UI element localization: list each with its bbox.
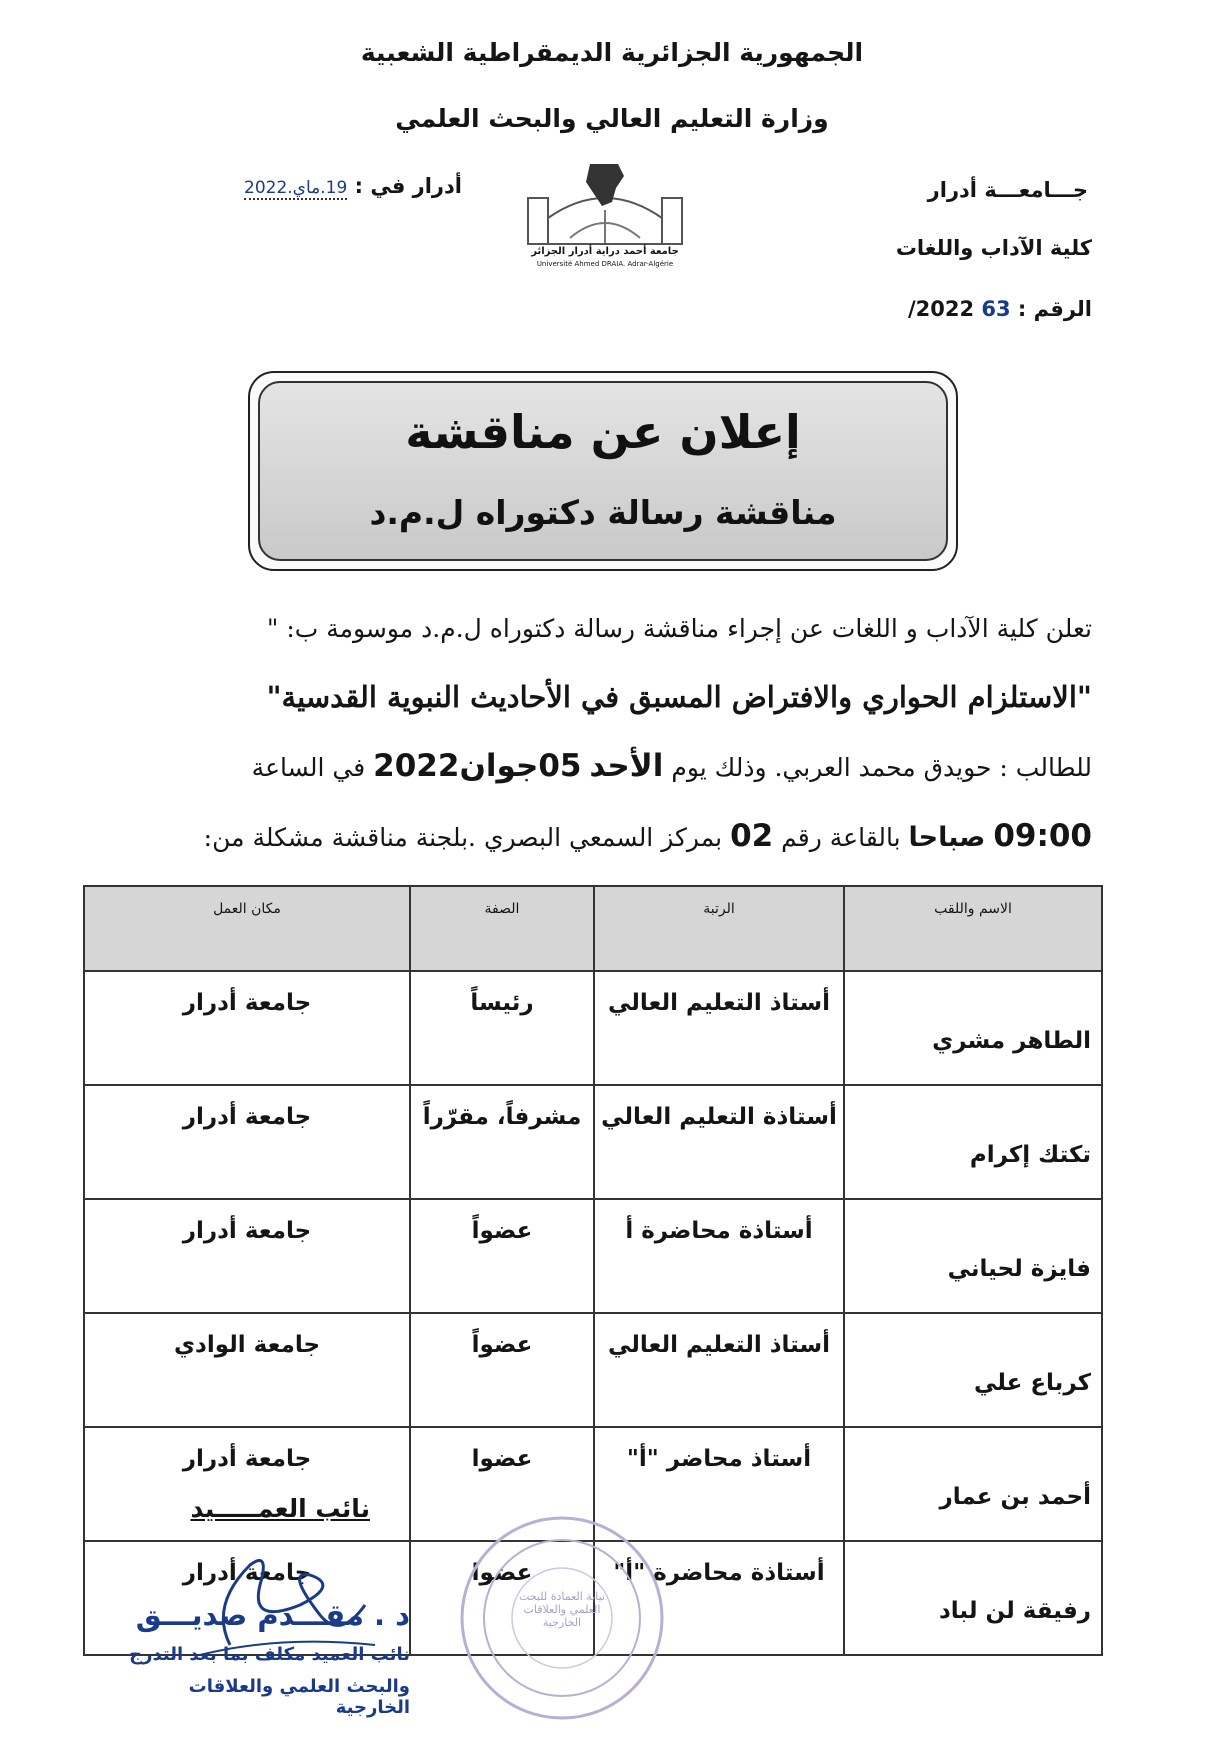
member-workplace: جامعة أدرار [84,971,410,1085]
signatory-position-line1: نائب العميد مكلف بما بعد التدرج [129,1644,410,1665]
member-rank: أستاذة محاضرة "أ" [594,1541,844,1655]
member-name: تكتك إكرام [844,1085,1102,1199]
member-name: أحمد بن عمار [844,1427,1102,1541]
place-date-label: أدرار في : [354,174,462,198]
table-row [84,1313,1102,1427]
defense-time: 09:00 [993,818,1092,854]
time-suffix: صباحا [908,822,986,853]
faculty-name: كلية الآداب واللغات [895,236,1092,260]
member-name: فايزة لحياني [844,1199,1102,1313]
member-rank: أستاذ التعليم العالي [594,1313,844,1427]
announcement-box-inner [258,381,948,561]
member-workplace: جامعة الوادي [84,1313,410,1427]
header-name: الاسم واللقب [844,886,1102,971]
ministry-heading: وزارة التعليم العالي والبحث العلمي [395,104,829,133]
university-logo [520,158,690,273]
reference-number [900,297,1092,321]
defense-date: 05جوان2022 [373,748,582,784]
member-rank: أستاذ التعليم العالي [594,971,844,1085]
member-name: كرباع علي [844,1313,1102,1427]
member-role: عضوا [410,1541,594,1655]
time-hall-line [132,818,1092,854]
intro-paragraph: تعلن كلية الآداب و اللغات عن إجراء مناقشة رسالة دكتوراه ل.م.د موسومة ب: " [266,614,1092,643]
table-row [84,971,1102,1085]
place-date [212,174,462,198]
stamp-text: نيابة العمادة للبحث العلمي والعلاقات الخارجية [519,1590,605,1629]
table-row [84,1199,1102,1313]
member-workplace: جامعة أدرار [84,1085,410,1199]
time-label: في الساعة [251,753,366,782]
hall-number: 02 [730,818,774,854]
member-name: رفيقة لن لباد [844,1541,1102,1655]
committee-intro: بمركز السمعي البصري .بلجنة مناقشة مشكلة من: [203,823,723,852]
student-line [132,748,1092,784]
member-workplace: جامعة أدرار [84,1427,410,1541]
logo-text-french: Université Ahmed DRAIA. Adrar-Algérie [536,260,674,268]
reference-label: الرقم : [1017,297,1092,321]
official-stamp [452,1508,672,1728]
announcement-subtitle: مناقشة رسالة دكتوراه ل.م.د [369,493,837,532]
member-role: عضوا [410,1427,594,1541]
announcement-title: إعلان عن مناقشة [405,405,801,459]
university-name: جـــامعـــة أدرار [927,178,1088,202]
signature-title: نائب العمـــــيد [190,1494,370,1523]
header-workplace: مكان العمل [84,886,410,971]
member-role: عضواً [410,1313,594,1427]
header-role: الصفة [410,886,594,971]
student-text: للطالب : حويدق محمد العربي. وذلك يوم [671,753,1092,782]
reference-year: 2022/ [907,297,975,321]
announcement-box [248,371,958,571]
header-rank: الرتبة [594,886,844,971]
signatory-name: د . مقـــدم صديـــق [135,1598,410,1632]
table-header-row [84,886,1102,971]
member-name: الطاهر مشري [844,971,1102,1085]
defense-day: الأحد [589,748,664,784]
reference-value: 63 [981,297,1011,321]
hall-label: بالقاعة رقم [781,823,901,852]
member-rank: أستاذة التعليم العالي [594,1085,844,1199]
date-value: 19.ماي.2022 [244,178,348,198]
signatory-position-line2: والبحث العلمي والعلاقات الخارجية [188,1676,410,1718]
member-role: رئيساً [410,971,594,1085]
member-role: مشرفاً، مقرّراً [410,1085,594,1199]
member-rank: أستاذ محاضر "أ" [594,1427,844,1541]
member-role: عضواً [410,1199,594,1313]
logo-text-arabic: جامعة أحمد دراية أدرار الجزائر [531,246,679,257]
member-workplace: جامعة أدرار [84,1541,410,1655]
table-row [84,1085,1102,1199]
member-workplace: جامعة أدرار [84,1199,410,1313]
republic-heading: الجمهورية الجزائرية الديمقراطية الشعبية [360,38,864,67]
thesis-title: "الاستلزام الحواري والافتراض المسبق في الأحاديث النبوية القدسية" [266,680,1092,714]
member-rank: أستاذة محاضرة أ [594,1199,844,1313]
